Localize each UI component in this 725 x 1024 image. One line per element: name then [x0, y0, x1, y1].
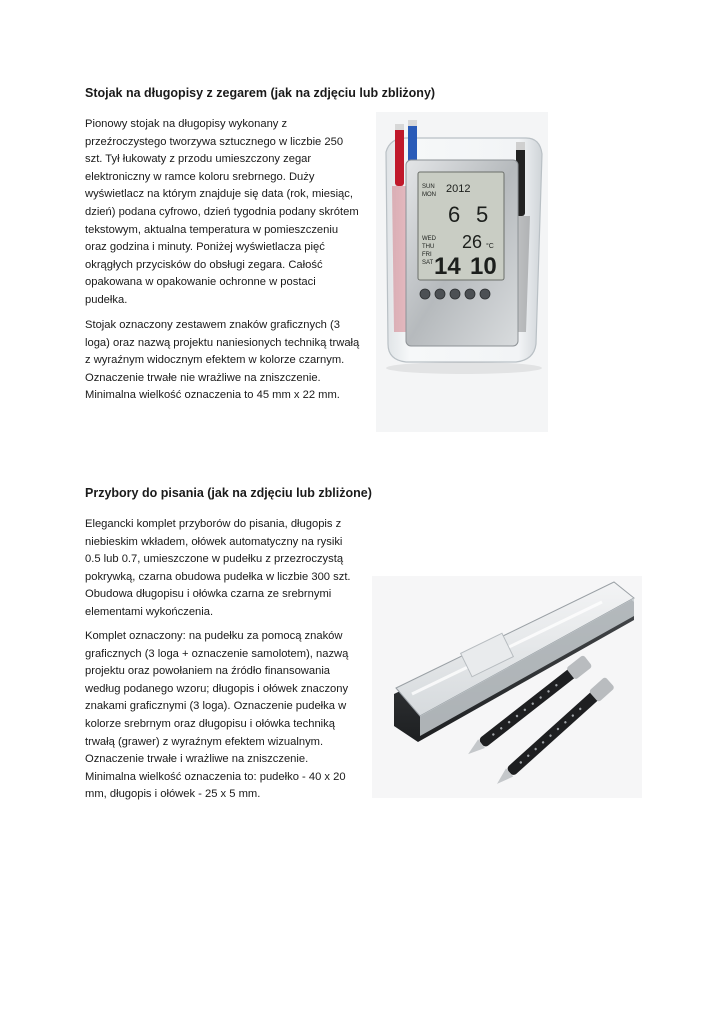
lcd-temp-unit: °C	[486, 243, 494, 250]
svg-text:SUN: SUN	[422, 184, 435, 190]
clock-button-icon	[435, 289, 445, 299]
section2-marking: Komplet oznaczony: na pudełku za pomocą znaków graficznych (3 loga + oznaczenie samolotem), nazwą projektu oraz powołaniem na źródło finansowania według podanego wzoru; długopis i ołówek znaczony znakami graficznymi (3 loga). Oznaczenie pudełka w kolorze srebrnym oraz długopisu i ołówka techniką trwałą (grawer) z wyraźnym efektem wizualnym. Oznaczenie trwałe i wrażliwe na zniszczenie. Minimalna wielkość oznaczenia to: pudełko - 40 x 20 mm, długopis i ołówek - 25 x 5 mm.	[85, 630, 349, 801]
lcd-day: 5	[476, 202, 489, 227]
clock-button-icon	[480, 289, 490, 299]
lcd-hours: 14	[434, 253, 461, 280]
svg-text:WED: WED	[422, 236, 436, 242]
pen-holder-clock-photo	[376, 112, 548, 432]
clock-button-icon	[450, 289, 460, 299]
lcd-year: 2012	[446, 183, 471, 195]
lcd-month: 6	[448, 202, 461, 227]
clock-button-icon	[465, 289, 475, 299]
section2-title: Przybory do pisania (jak na zdjęciu lub zbliżone)	[85, 486, 372, 500]
svg-text:SAT: SAT	[422, 260, 434, 266]
section1-marking: Stojak oznaczony zestawem znaków graficznych (3 loga) oraz nazwą projektu naniesionych techniką trwałą z wyraźnym widocznym efektem w kolorze czarnym. Oznaczenie trwałe nie wrażliwe na zniszczenie. Minimalna wielkość oznaczenia to 45 mm x 22 mm.	[85, 319, 360, 402]
section1-description: Pionowy stojak na długopisy wykonany z przeźroczystego tworzywa sztucznego w liczbie 250 szt. Tył łukowaty z przodu umieszczony zegar elektroniczny w ramce koloru srebrnego. Duży wyświetlacz na którym znajduje się data (rok, miesiąc, dzień) podana cyfrowo, dzień tygodnia podany skrótem tekstowym, aktualna temperatura w pomieszczeniu oraz godzina i minuty. Poniżej wyświetlacza pięć okrągłych przycisków do obsługi zegara. Całość opakowana w opakowanie ochronne w postaci pudełka.	[85, 118, 359, 306]
clock-button-icon	[420, 289, 430, 299]
svg-text:FRI: FRI	[422, 252, 432, 258]
pen-set-box-photo	[372, 576, 642, 798]
red-pen-icon	[395, 126, 404, 186]
svg-text:MON: MON	[422, 192, 436, 198]
svg-text:THU: THU	[422, 244, 435, 250]
section2-description: Elegancki komplet przyborów do pisania, długopis z niebieskim wkładem, ołówek automatyczny na rysiki 0.5 lub 0.7, umieszczone w pudełku z przezroczystą pokrywką, czarna obudowa pudełka w liczbie 300 szt. Obudowa długopisu i ołówka czarna ze srebrnymi elementami wykończenia.	[85, 518, 351, 618]
lcd-temperature: 26	[462, 232, 483, 252]
lcd-minutes: 10	[470, 253, 497, 280]
section1-title: Stojak na długopisy z zegarem (jak na zdjęciu lub zbliżony)	[85, 86, 436, 100]
